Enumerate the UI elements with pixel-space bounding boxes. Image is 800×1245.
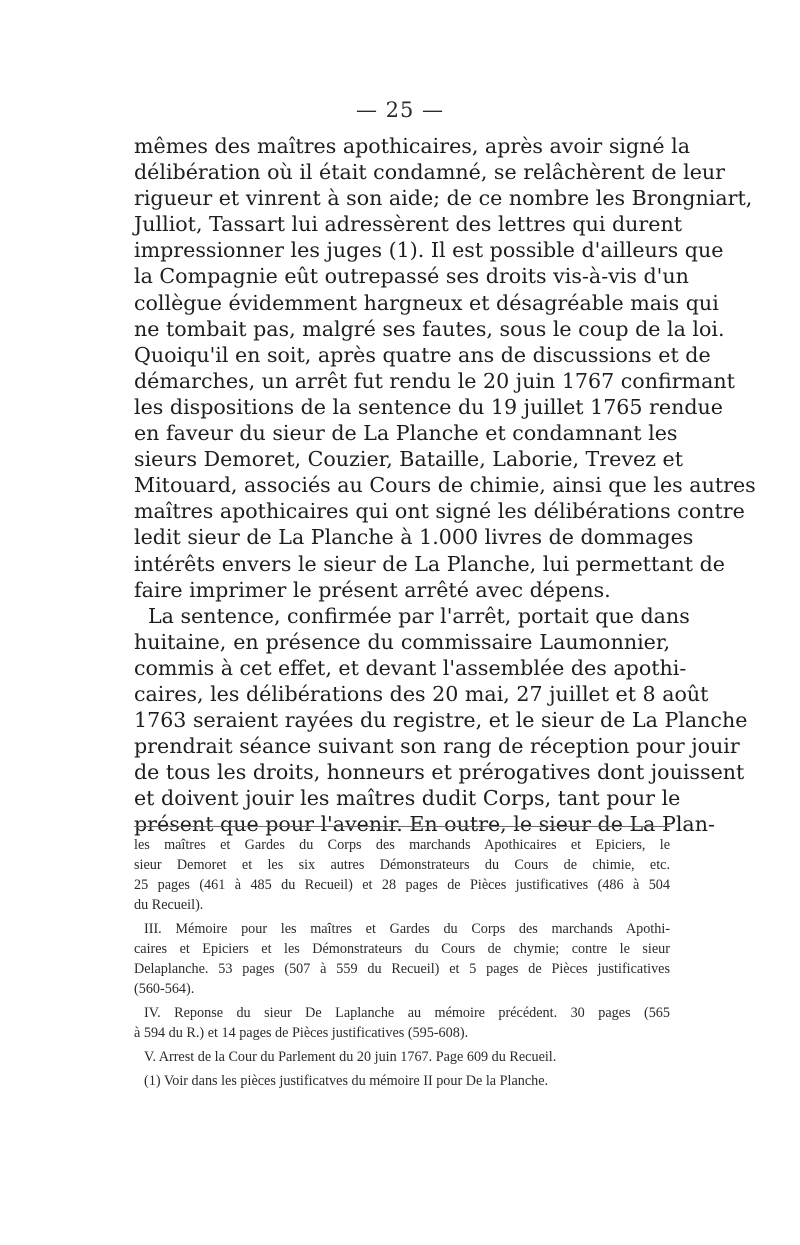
footnote-line: IV. Reponse du sieur De Laplanche au mémoire précédent. 30 pages (565: [144, 1005, 670, 1021]
footnote-line: III. Mémoire pour les maîtres et Gardes du Corps des marchands Apothi-: [144, 921, 670, 937]
page-number: — 25 —: [355, 98, 445, 122]
text-line: Quoiqu'il en soit, après quatre ans de discussions et de: [134, 342, 711, 367]
text-line: rigueur et vinrent à son aide; de ce nombre les Brongniart,: [134, 186, 753, 211]
text-line: et doivent jouir les maîtres dudit Corps, tant pour le: [134, 786, 681, 811]
text-line: les dispositions de la sentence du 19 juillet 1765 rendue: [134, 394, 723, 419]
footnote-line: sieur Demoret et les six autres Démonstrateurs du Cours de chimie, etc.: [134, 857, 670, 873]
footnote-line: (1) Voir dans les pièces justificatves du mémoire II pour De la Planche.: [144, 1073, 549, 1089]
text-line: prendrait séance suivant son rang de réception pour jouir: [134, 734, 740, 759]
text-line: la Compagnie eût outrepassé ses droits vis-à-vis d'un: [134, 264, 689, 289]
text-line: démarches, un arrêt fut rendu le 20 juin 1767 confirmant: [134, 368, 735, 393]
text-line: 1763 seraient rayées du registre, et le sieur de La Planche: [134, 708, 748, 733]
text-line: huitaine, en présence du commissaire Laumonnier,: [134, 629, 670, 654]
text-line: sieurs Demoret, Couzier, Bataille, Laborie, Trevez et: [134, 447, 684, 472]
text-line: en faveur du sieur de La Planche et condamnant les: [134, 421, 678, 446]
text-line: ledit sieur de La Planche à 1.000 livres de dommages: [134, 525, 694, 550]
text-line: présent que pour l'avenir. En outre, le sieur de La Plan-: [134, 812, 715, 837]
footnote-line: du Recueil).: [134, 897, 204, 913]
footnote-line: à 594 du R.) et 14 pages de Pièces justificatives (595-608).: [134, 1025, 469, 1041]
text-line: ne tombait pas, malgré ses fautes, sous le coup de la loi.: [134, 316, 725, 341]
footnotes: [134, 835, 670, 1091]
footnote-separator: [134, 826, 670, 827]
footnote-line: (560-564).: [134, 981, 195, 997]
footnote-line: Delaplanche. 53 pages (507 à 559 du Recueil) et 5 pages de Pièces justificatives: [134, 961, 670, 977]
text-line: maîtres apothicaires qui ont signé les délibérations contre: [134, 499, 745, 524]
text-line: caires, les délibérations des 20 mai, 27 juillet et 8 août: [134, 681, 709, 706]
text-line: délibération où il était condamné, se relâchèrent de leur: [134, 160, 726, 185]
text-line: faire imprimer le présent arrêté avec dépens.: [134, 577, 611, 602]
text-line: commis à cet effet, et devant l'assemblée des apothi-: [134, 655, 687, 680]
text-line: de tous les droits, honneurs et prérogatives dont jouissent: [134, 760, 745, 785]
text-line: collègue évidemment hargneux et désagréable mais qui: [134, 290, 719, 315]
footnote-line: V. Arrest de la Cour du Parlement du 20 juin 1767. Page 609 du Recueil.: [144, 1049, 557, 1065]
text-line: intérêts envers le sieur de La Planche, lui permettant de: [134, 551, 725, 576]
text-line: La sentence, confirmée par l'arrêt, portait que dans: [148, 603, 690, 628]
footnote-line: les maîtres et Gardes du Corps des marchands Apothicaires et Epiciers, le: [134, 837, 670, 853]
text-line: Mitouard, associés au Cours de chimie, ainsi que les autres: [134, 473, 756, 498]
footnote-line: caires et Epiciers et les Démonstrateurs du Cours de chymie; contre le sieur: [134, 941, 670, 957]
text-line: Julliot, Tassart lui adressèrent des lettres qui durent: [134, 212, 683, 237]
text-line: mêmes des maîtres apothicaires, après avoir signé la: [134, 134, 691, 158]
main-text: [134, 133, 756, 838]
footnote-line: 25 pages (461 à 485 du Recueil) et 28 pages de Pièces justificatives (486 à 504: [134, 877, 670, 893]
text-line: impressionner les juges (1). Il est possible d'ailleurs que: [134, 238, 724, 263]
